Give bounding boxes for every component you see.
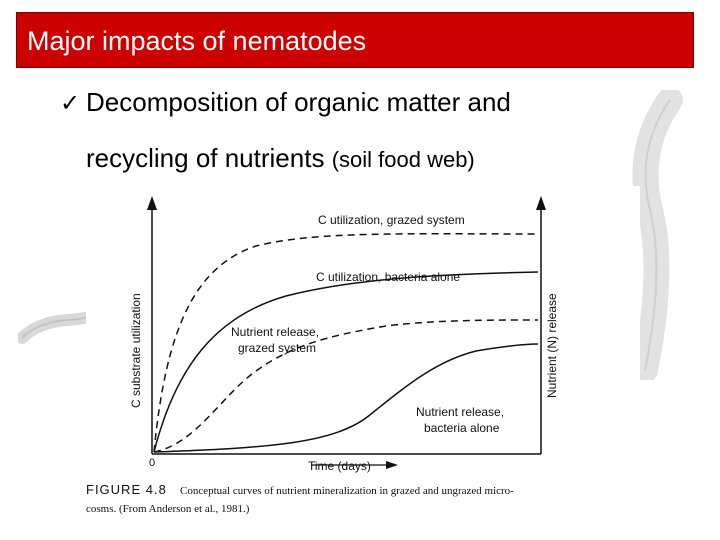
figure-caption-line-1: Conceptual curves of nutrient mineralization in grazed and ungrazed micro- — [180, 485, 514, 497]
left-y-axis-label: C substrate utilization — [129, 293, 143, 408]
title-bar — [16, 12, 694, 68]
figure-nutrient-mineralization — [86, 186, 640, 526]
label-c-grazed: C utilization, grazed system — [318, 213, 465, 227]
checkmark-icon: ✓ — [60, 90, 81, 117]
slide-title: Major impacts of nematodes — [27, 26, 367, 56]
label-c-bacteria: C utilization, bacteria alone — [316, 270, 461, 284]
label-n-grazed-1: Nutrient release, — [231, 325, 320, 339]
figure-caption-line-2: cosms. (From Anderson et al., 1981.) — [86, 503, 250, 515]
bullet-line-2 — [86, 142, 475, 176]
origin-label: 0 — [149, 457, 156, 469]
figure-number: FIGURE 4.8 — [86, 482, 167, 497]
right-y-axis-label: Nutrient (N) release — [545, 293, 559, 398]
x-axis-label: Time (days) — [308, 459, 371, 473]
bullet-line-2-main: recycling of nutrients — [86, 143, 325, 173]
bullet-line-2-note: (soil food web) — [331, 147, 475, 172]
label-n-grazed-2: grazed system — [238, 341, 317, 355]
label-n-bacteria-1: Nutrient release, — [416, 405, 505, 419]
label-n-bacteria-2: bacteria alone — [424, 421, 500, 435]
bullet-line-1: Decomposition of organic matter and — [86, 87, 511, 117]
